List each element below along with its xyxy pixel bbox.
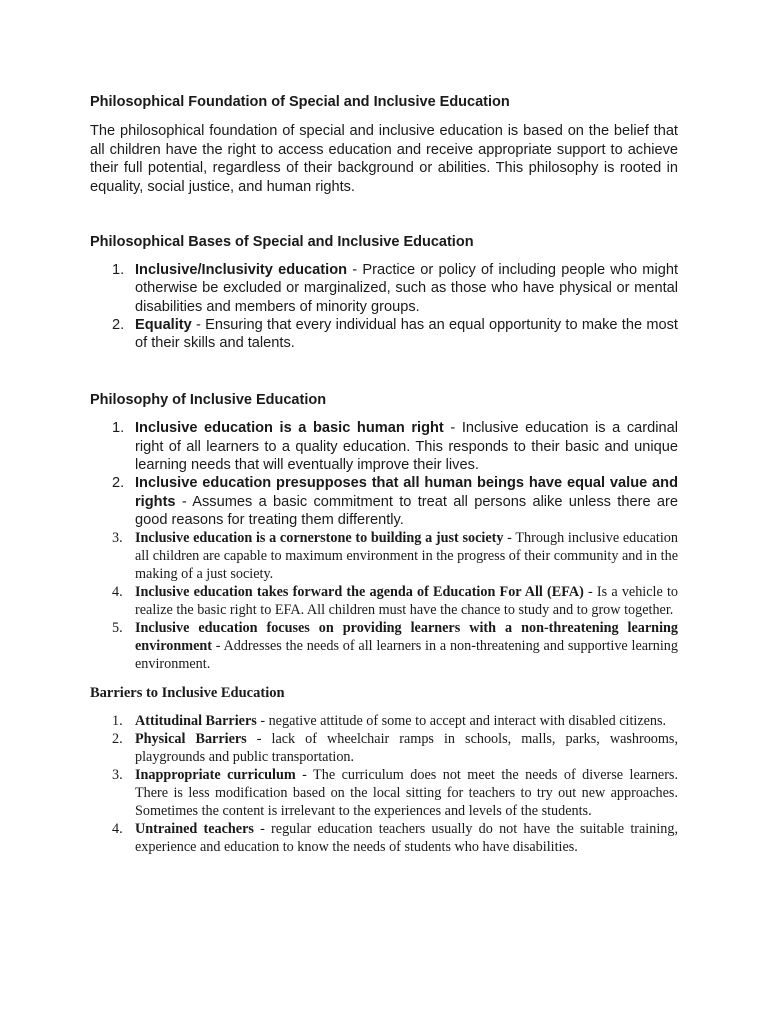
- list-description: - The curriculum does not meet the needs of diverse learners. There is less modification based on the local sitting for teachers to try out new approaches. Sometimes the content is irrelevant to the experiences and levels of the students.: [135, 767, 678, 820]
- barriers-heading: Barriers to Inclusive Education: [90, 685, 285, 702]
- list-item: [90, 474, 678, 529]
- list-description: - Assumes a basic commitment to treat all persons alike unless there are good reasons for treating them differently.: [135, 493, 678, 528]
- list-number: 1.: [112, 420, 125, 437]
- list-number: 5.: [112, 620, 123, 637]
- list-term: Attitudinal Barriers: [135, 713, 257, 730]
- list-item: [90, 261, 678, 316]
- list-term: Inappropriate curriculum: [135, 767, 296, 784]
- list-term: Inclusive education focuses on providing learners with a non-threatening learning environment: [135, 620, 678, 655]
- list-term: Inclusive education presupposes that all human beings have equal value and rights: [135, 475, 678, 510]
- document-page: [90, 92, 678, 856]
- list-description: - Addresses the needs of all learners in a non-threatening and supportive learning environment.: [135, 638, 678, 673]
- list-number: 4.: [112, 584, 123, 601]
- list-description: - Is a vehicle to realize the basic right to EFA. All children must have the chance to study and to grow together.: [135, 584, 678, 619]
- list-description: - regular education teachers usually do not have the suitable training, experience and education to know the needs of students who have disabilities.: [135, 821, 678, 856]
- list-description: - lack of wheelchair ramps in schools, malls, parks, washrooms, playgrounds and public transportation.: [135, 731, 678, 766]
- list-number: 3.: [112, 767, 123, 784]
- bases-heading: Philosophical Bases of Special and Inclusive Education: [90, 234, 474, 250]
- list-number: 1.: [112, 713, 123, 730]
- list-description: - negative attitude of some to accept and interact with disabled citizens.: [256, 713, 667, 730]
- list-item: [90, 730, 678, 766]
- list-term: Inclusive/Inclusivity education: [135, 262, 348, 278]
- list-item: [90, 820, 678, 856]
- list-item: [90, 529, 678, 583]
- list-number: 2.: [112, 316, 125, 333]
- list-number: 2.: [112, 475, 125, 492]
- list-description: - Inclusive education is a cardinal right of all learners to a quality education. This responds to their basic and unique learning needs that will eventually improve their lives.: [135, 420, 678, 474]
- list-item: [90, 619, 678, 673]
- list-number: 4.: [112, 821, 123, 838]
- list-description: - Practice or policy of including people who might otherwise be excluded or marginalized, such as those who have physical or mental disabilities and members of minority groups.: [135, 262, 678, 315]
- list-number: 3.: [112, 530, 123, 547]
- list-description: - Through inclusive education all children are capable to maximum environment in the progress of their community and in the making of a just society.: [135, 530, 678, 583]
- list-term: Physical Barriers: [135, 731, 247, 748]
- foundation-heading: Philosophical Foundation of Special and Inclusive Education: [90, 94, 510, 110]
- list-term: Inclusive education is a cornerstone to building a just society: [135, 530, 504, 547]
- philosophy-list: [90, 419, 678, 673]
- list-term: Untrained teachers: [135, 821, 254, 838]
- list-term: Inclusive education takes forward the agenda of Education For All (EFA): [135, 584, 584, 601]
- list-item: [90, 712, 678, 730]
- philosophy-heading: Philosophy of Inclusive Education: [90, 392, 327, 409]
- list-term: Equality: [135, 316, 192, 333]
- bases-list: [90, 261, 678, 352]
- list-item: [90, 583, 678, 619]
- barriers-list: [90, 712, 678, 856]
- list-number: 1.: [112, 262, 125, 278]
- foundation-paragraph: The philosophical foundation of special and inclusive education is based on the belief that all children have the right to access education and receive appropriate support to achieve their full potential, regardless of their background or abilities. This philosophy is rooted in equality, social justice, and human rights.: [90, 123, 678, 195]
- list-term: Inclusive education is a basic human right: [135, 420, 444, 437]
- list-item: [90, 316, 678, 353]
- list-item: [90, 766, 678, 820]
- list-number: 2.: [112, 731, 123, 748]
- list-description: - Ensuring that every individual has an equal opportunity to make the most of their skills and talents.: [135, 316, 678, 352]
- list-item: [90, 419, 678, 474]
